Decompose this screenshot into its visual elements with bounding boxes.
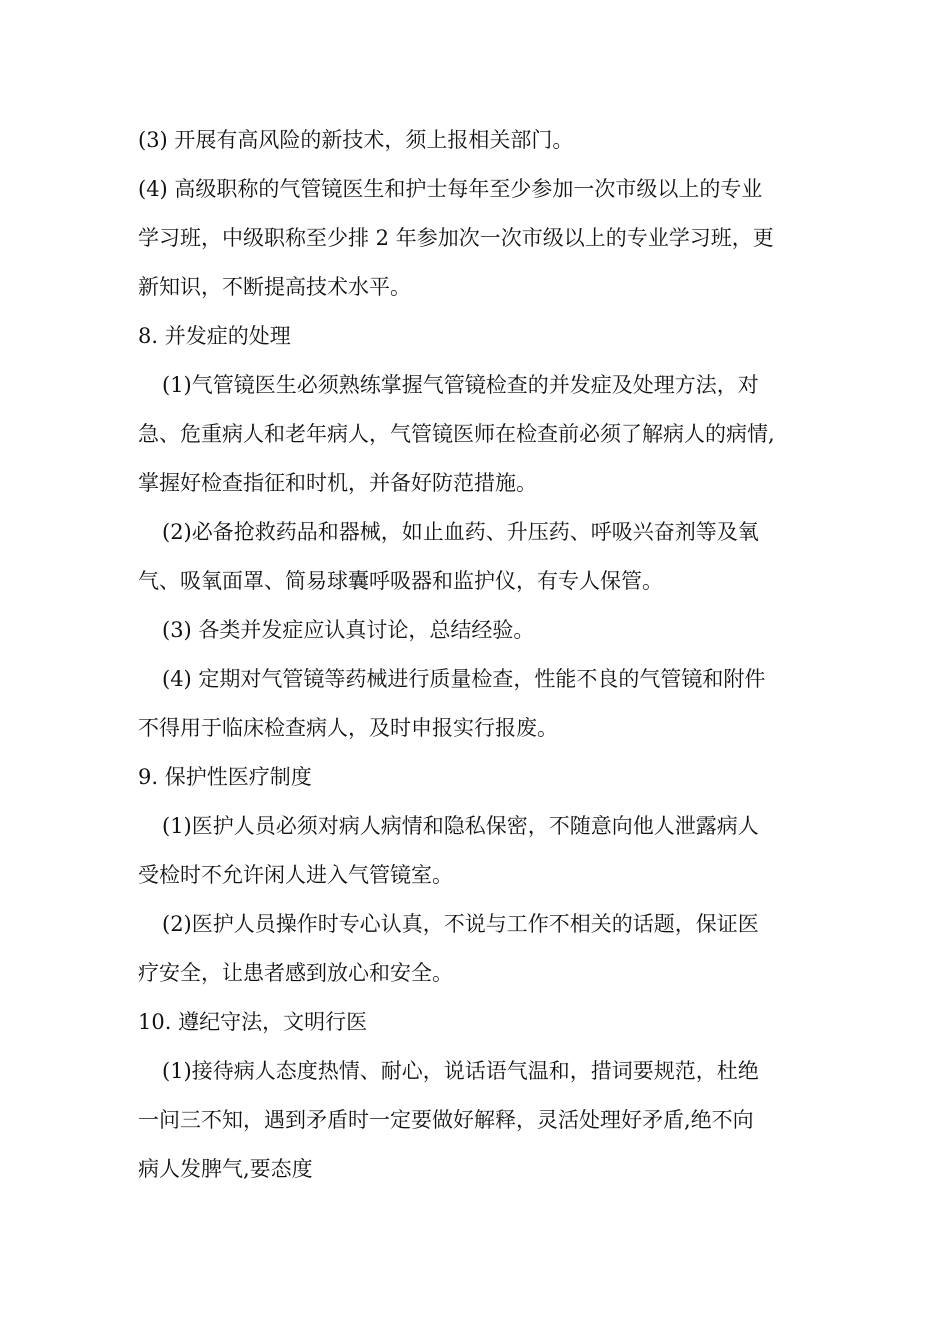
text-line: (3) 开展有高风险的新技术，须上报相关部门。	[138, 128, 574, 152]
text-line: (4) 定期对气管镜等药械进行质量检查，性能不良的气管镜和附件	[162, 667, 766, 691]
document-body	[138, 116, 828, 1194]
text-line: 不得用于临床检查病人，及时申报实行报废。	[138, 716, 558, 740]
section-heading: 8. 并发症的处理	[138, 324, 291, 348]
text-line: 病人发脾气,要态度	[138, 1157, 313, 1181]
text-line: (2)必备抢救药品和器械，如止血药、升压药、呼吸兴奋剂等及氧	[162, 520, 759, 544]
text-line: 掌握好检查指征和时机，并备好防范措施。	[138, 471, 537, 495]
text-line: 学习班，中级职称至少排 2 年参加次一次市级以上的专业学习班，更	[138, 226, 774, 250]
text-line: 气、吸氧面罩、简易球囊呼吸器和监护仪，有专人保管。	[138, 569, 663, 593]
section-heading: 9. 保护性医疗制度	[138, 765, 312, 789]
text-line: 一问三不知，遇到矛盾时一定要做好解释，灵活处理好矛盾,绝不向	[138, 1108, 754, 1132]
text-line: (1)医护人员必须对病人病情和隐私保密，不随意向他人泄露病人	[162, 814, 759, 838]
text-line: (3) 各类并发症应认真讨论，总结经验。	[162, 618, 535, 642]
text-line: (4) 高级职称的气管镜医生和护士每年至少参加一次市级以上的专业	[138, 177, 763, 201]
text-line: 疗安全，让患者感到放心和安全。	[138, 961, 453, 985]
text-line: 受检时不允许闲人进入气管镜室。	[138, 863, 453, 887]
section-heading: 10. 遵纪守法，文明行医	[138, 1010, 368, 1034]
text-line: (2)医护人员操作时专心认真，不说与工作不相关的话题，保证医	[162, 912, 759, 936]
text-line: 急、危重病人和老年病人，气管镜医师在检查前必须了解病人的病情,	[138, 422, 775, 446]
text-line: (1)接待病人态度热情、耐心，说话语气温和，措词要规范，杜绝	[162, 1059, 759, 1083]
text-line: 新知识，不断提高技术水平。	[138, 275, 411, 299]
text-line: (1)气管镜医生必须熟练掌握气管镜检查的并发症及处理方法，对	[162, 373, 759, 397]
